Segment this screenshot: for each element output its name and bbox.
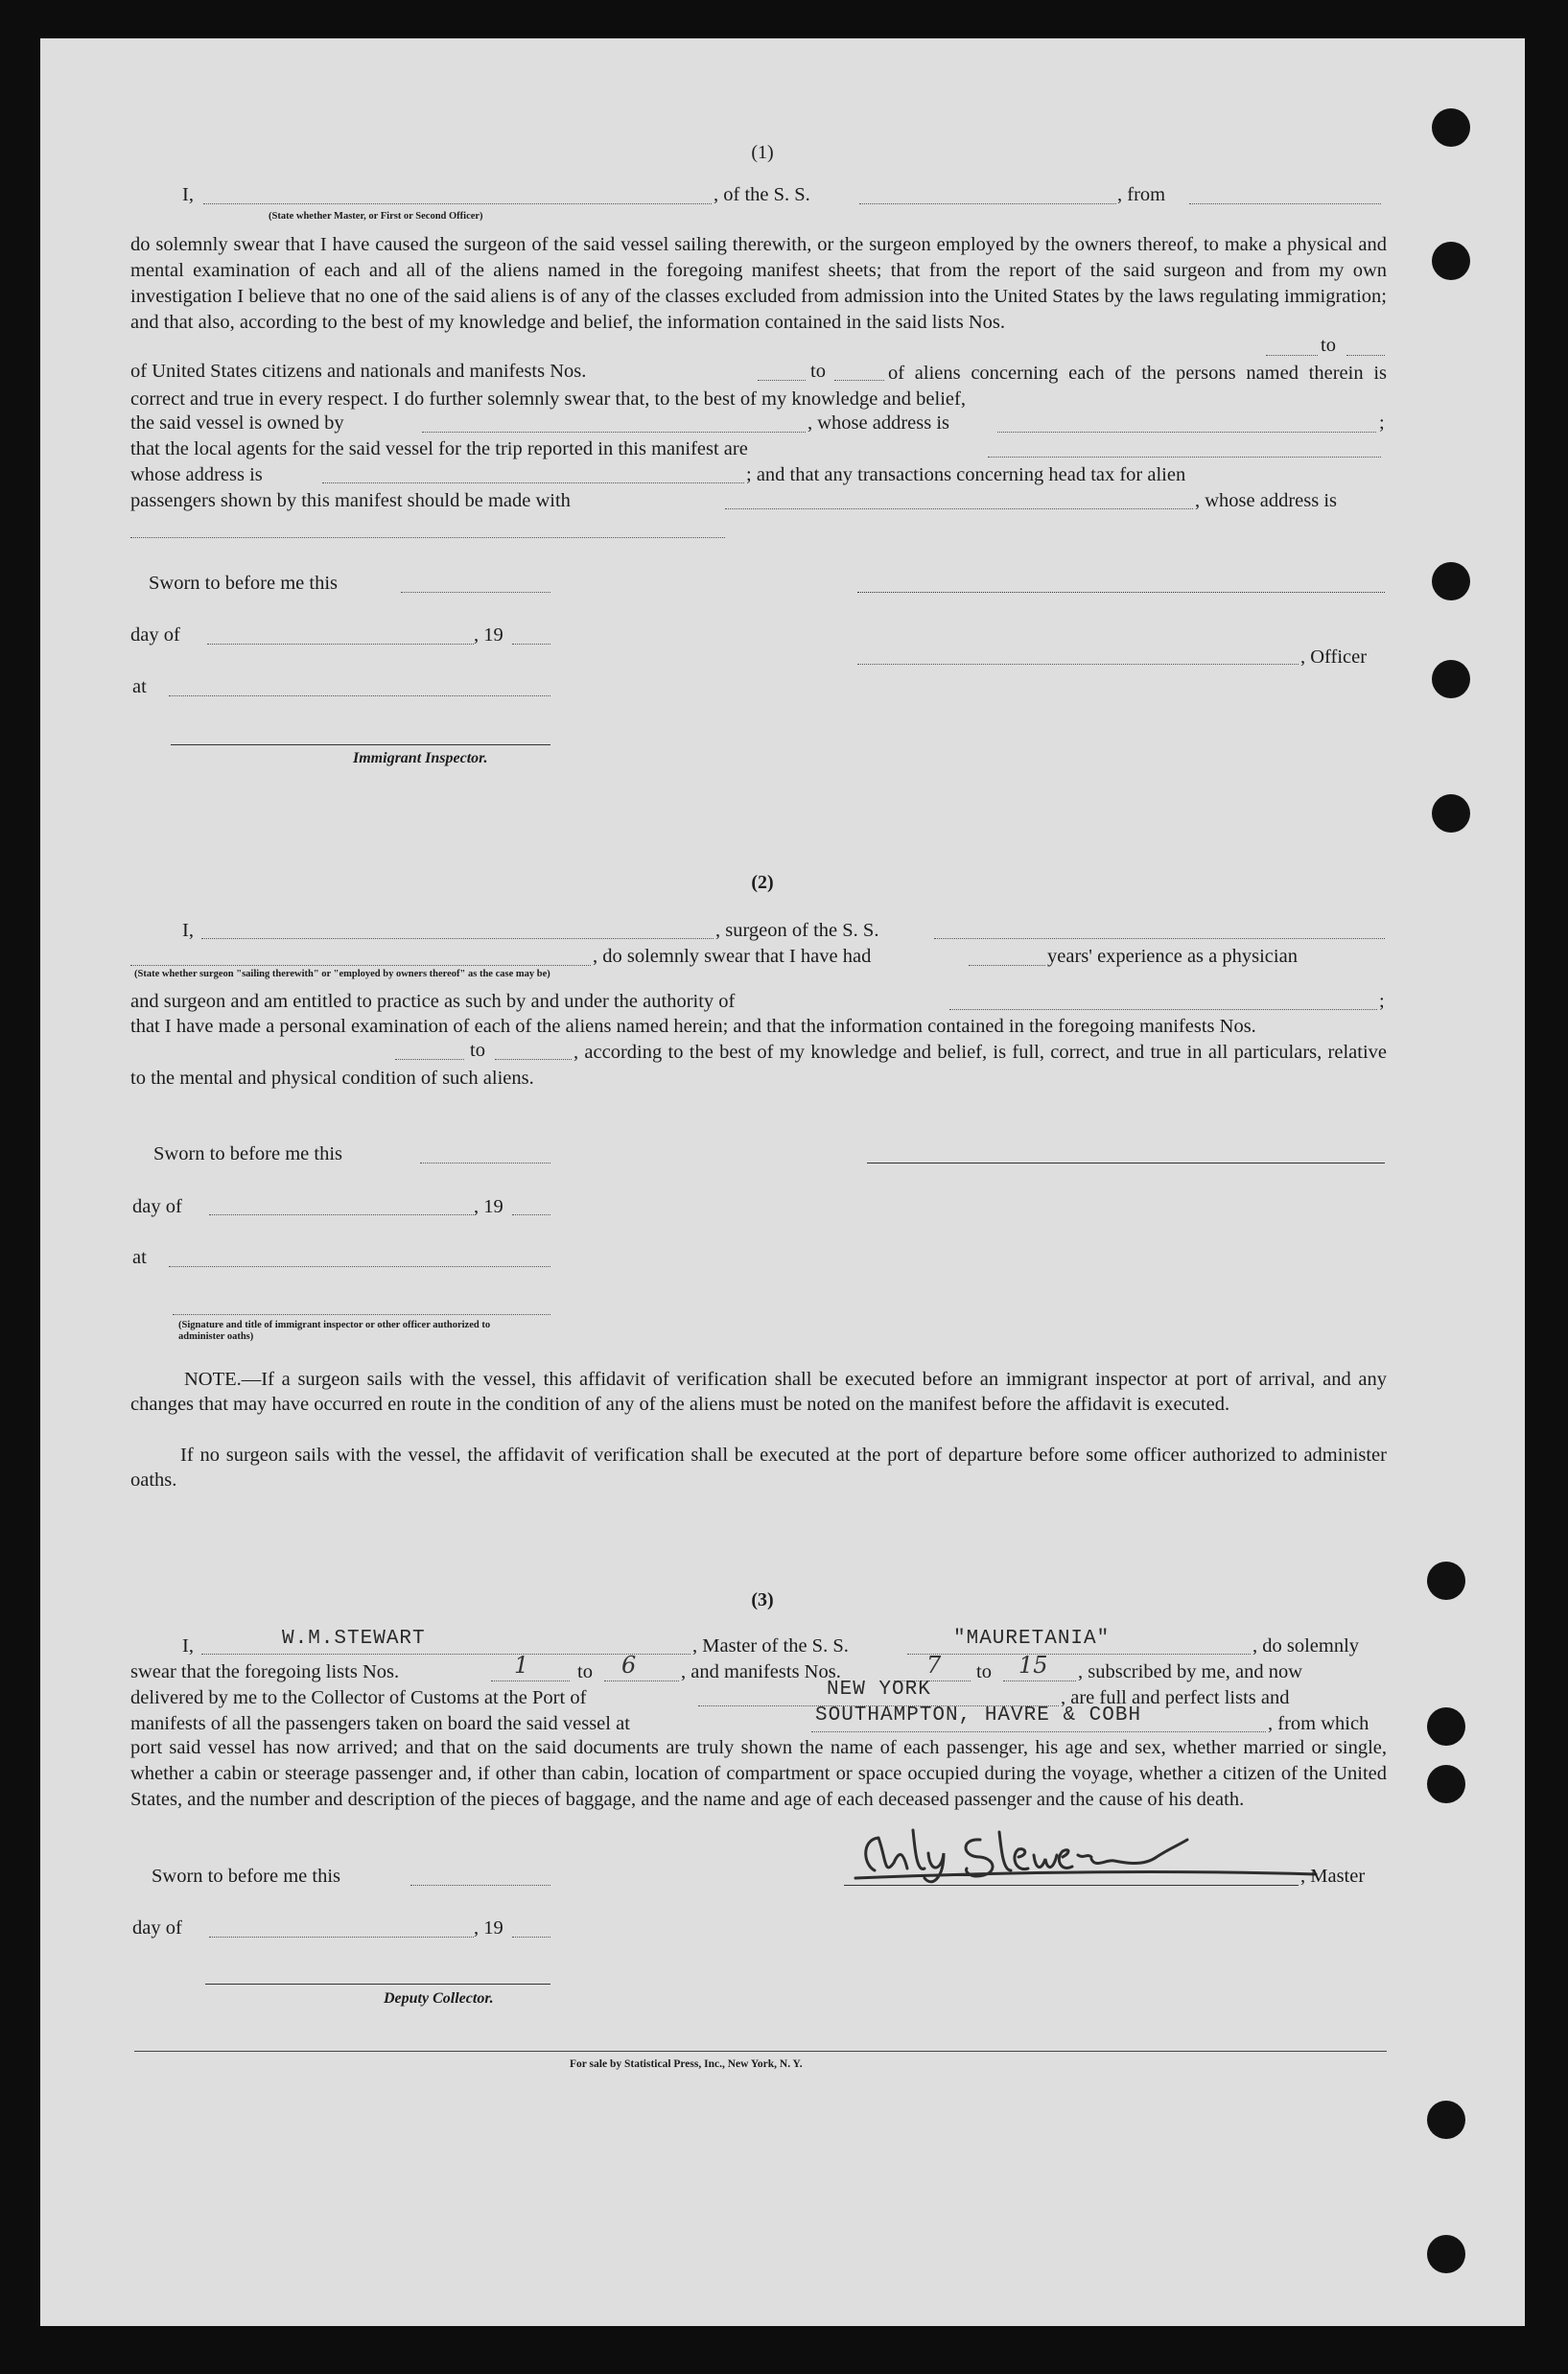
local-agents-field[interactable] xyxy=(988,457,1381,458)
day-of-label: day of xyxy=(132,1917,182,1939)
year-label: , 19 xyxy=(474,1917,503,1939)
oath-start: I, xyxy=(182,920,194,941)
status-caption: (State whether surgeon "sailing therewith" or "employed by owners thereof" as the case may be) xyxy=(134,969,550,979)
year-field[interactable] xyxy=(512,1214,550,1215)
master-label: , Master xyxy=(1300,1866,1366,1887)
month-field[interactable] xyxy=(207,644,474,645)
sworn-date-field[interactable] xyxy=(401,592,550,593)
to-label: to xyxy=(470,1040,485,1061)
master-signature xyxy=(836,1821,1335,1890)
of-ship-label: , of the S. S. xyxy=(714,184,810,205)
to-label: to xyxy=(1321,335,1336,356)
footer-rule xyxy=(134,2051,1387,2052)
officer-rank-field[interactable] xyxy=(203,203,712,204)
note-label: NOTE. xyxy=(184,1369,242,1390)
from-which-label: , from which xyxy=(1268,1713,1369,1734)
year-field[interactable] xyxy=(512,1937,550,1938)
semicolon: ; xyxy=(1379,412,1385,434)
years-label: years' experience as a physician xyxy=(1047,946,1298,967)
footer-imprint: For sale by Statistical Press, Inc., New York, N. Y. xyxy=(570,2058,803,2070)
head-tax-label: ; and that any transactions concerning head tax for alien xyxy=(746,464,1186,485)
ship-name-field[interactable] xyxy=(859,203,1116,204)
years-field[interactable] xyxy=(969,965,1045,966)
manifests-to: 15 xyxy=(1018,1652,1048,1679)
section-number: (1) xyxy=(751,142,774,163)
oath-start: I, xyxy=(182,1635,194,1657)
signature-line[interactable] xyxy=(857,592,1385,593)
head-tax-contact-field[interactable] xyxy=(725,508,1193,509)
month-field[interactable] xyxy=(209,1937,474,1938)
departure-field[interactable] xyxy=(811,1731,1266,1732)
note-paragraph-2: If no surgeon sails with the vessel, the affidavit of verification shall be executed at the port of departure before some officer authorized to administer oaths. xyxy=(130,1445,1387,1491)
oath-paragraph-c: of aliens concerning each of the persons named therein is correct and true in every respect. I do further solemnly swear that, to the best of my knowledge and belief, xyxy=(130,363,1387,410)
note-paragraph xyxy=(130,1367,1387,1417)
whose-address-label: , whose address is xyxy=(807,412,950,434)
local-agents-label: that the local agents for the said vessel for the trip reported in this manifest are xyxy=(130,438,748,459)
punch-hole xyxy=(1427,2235,1465,2273)
section-number: (3) xyxy=(751,1589,774,1610)
contact-address-field[interactable] xyxy=(130,537,725,538)
authority-label: and surgeon and am entitled to practice as such by and under the authority of xyxy=(130,991,736,1012)
oath-start: I, xyxy=(182,184,194,205)
authority-field[interactable] xyxy=(949,1009,1377,1010)
sworn-label: Sworn to before me this xyxy=(152,1866,340,1887)
to-label: to xyxy=(810,361,826,382)
owned-by-label: the said vessel is owned by xyxy=(130,412,344,434)
delivered-label: delivered by me to the Collector of Customs at the Port of xyxy=(130,1687,587,1708)
master-name-field[interactable] xyxy=(201,1654,690,1655)
note-text: —If a surgeon sails with the vessel, this affidavit of verification shall be executed before an immigrant inspector at port of arrival, and any changes that may have occurred en route in the condition of any of the aliens must be noted on the manifest before the affidavit is executed. xyxy=(130,1369,1387,1415)
month-field[interactable] xyxy=(209,1214,474,1215)
ship-name-field[interactable] xyxy=(934,938,1385,939)
lists-from: 1 xyxy=(514,1652,529,1679)
sworn-label: Sworn to before me this xyxy=(153,1143,342,1164)
sworn-date-field[interactable] xyxy=(410,1885,550,1886)
lists-to-field[interactable] xyxy=(1346,355,1385,356)
subscribed-label: , subscribed by me, and now xyxy=(1078,1661,1302,1682)
year-field[interactable] xyxy=(512,644,550,645)
owner-field[interactable] xyxy=(422,432,806,433)
inspector-signature-line[interactable] xyxy=(171,744,550,745)
manifests-from: 7 xyxy=(926,1652,942,1679)
surgeon-name-field[interactable] xyxy=(201,938,714,939)
rank-caption: (State whether Master, or First or Second Officer) xyxy=(269,211,483,222)
officer-caption: (Signature and title of immigrant inspector or other officer authorized to administer oaths) xyxy=(178,1320,491,1342)
punch-hole xyxy=(1432,242,1470,280)
master-paragraph: port said vessel has now arrived; and that on the said documents are truly shown the name of each passenger, his age and sex, whether married or single, whether a cabin or steerage passenger and, if other than cabin, location of compartment or space occupied during the voyage, whether a citizen of the United States, and the number and description of the pieces of baggage, and the name and age of each deceased passenger and the cause of his death. xyxy=(130,1737,1387,1810)
day-of-label: day of xyxy=(130,624,180,646)
surgeon-of-label: , surgeon of the S. S. xyxy=(715,920,879,941)
agents-address-field[interactable] xyxy=(322,482,744,483)
punch-hole xyxy=(1432,660,1470,698)
lists-to: 6 xyxy=(621,1652,637,1679)
year-label: , 19 xyxy=(474,1196,503,1217)
punch-hole xyxy=(1432,562,1470,600)
whose-address-label: , whose address is xyxy=(1195,490,1338,511)
master-of-label: , Master of the S. S. xyxy=(692,1635,849,1657)
ship-name-field[interactable] xyxy=(907,1654,1251,1655)
master-name: W.M.STEWART xyxy=(282,1628,426,1650)
surgeon-status-field[interactable] xyxy=(130,965,591,966)
port-from-field[interactable] xyxy=(1189,203,1381,204)
passengers-shown-label: passengers shown by this manifest should be made with xyxy=(130,490,571,511)
whose-address-label: whose address is xyxy=(130,464,263,485)
punch-hole xyxy=(1427,2101,1465,2139)
place-field[interactable] xyxy=(169,695,550,696)
manifests-all-label: manifests of all the passengers taken on board the said vessel at xyxy=(130,1713,630,1734)
lists-label: swear that the foregoing lists Nos. xyxy=(130,1661,400,1682)
full-perfect-label: , are full and perfect lists and xyxy=(1061,1687,1290,1708)
ship-name: "MAURETANIA" xyxy=(953,1628,1111,1650)
day-of-label: day of xyxy=(132,1196,182,1217)
oath-paragraph-b: of United States citizens and nationals and manifests Nos. xyxy=(130,361,587,382)
port-name: NEW YORK xyxy=(827,1679,931,1701)
manifests-label: , and manifests Nos. xyxy=(681,1661,841,1682)
inspector-caption: Immigrant Inspector. xyxy=(353,750,488,766)
year-label: , 19 xyxy=(474,624,503,646)
punch-hole xyxy=(1427,1707,1465,1746)
swear-label: , do solemnly swear that I have had xyxy=(593,946,872,967)
punch-hole xyxy=(1427,1765,1465,1803)
place-field[interactable] xyxy=(169,1266,550,1267)
departure-ports: SOUTHAMPTON, HAVRE & COBH xyxy=(815,1704,1142,1727)
punch-hole xyxy=(1427,1562,1465,1600)
collector-signature-line[interactable] xyxy=(205,1984,550,1985)
punch-hole xyxy=(1432,108,1470,147)
officer-field[interactable] xyxy=(857,664,1299,665)
lists-from-field[interactable] xyxy=(1266,355,1318,356)
owner-address-field[interactable] xyxy=(997,432,1376,433)
officer-signature-field[interactable] xyxy=(173,1314,550,1315)
sworn-label: Sworn to before me this xyxy=(149,573,338,594)
surgeon-paragraph-end: , according to the best of my knowledge and belief, is full, correct, and true in all particulars, relative to the mental and physical condition of such aliens. xyxy=(130,1042,1387,1089)
to-label: to xyxy=(976,1661,992,1682)
collector-caption: Deputy Collector. xyxy=(384,1990,494,2007)
at-label: at xyxy=(132,676,147,697)
officer-label: , Officer xyxy=(1300,646,1368,668)
semicolon: ; xyxy=(1379,991,1385,1012)
from-label: , from xyxy=(1117,184,1166,205)
at-label: at xyxy=(132,1247,147,1268)
to-label: to xyxy=(577,1661,593,1682)
do-solemnly-label: , do solemnly xyxy=(1252,1635,1360,1657)
punch-hole xyxy=(1432,794,1470,833)
section-number: (2) xyxy=(751,872,774,893)
oath-paragraph-a: do solemnly swear that I have caused the surgeon of the said vessel sailing therewith, or the surgeon employed by the owners thereof, to make a physical and mental examination of each and all of the aliens named in the foregoing manifest sheets; that from the report of the said surgeon and from my own investigation I believe that no one of the said aliens is of any of the classes excluded from admission into the United States by the laws regulating immigration; and that also, according to the best of my knowledge and belief, the information contained in the said lists Nos. xyxy=(130,234,1387,333)
surgeon-paragraph: that I have made a personal examination of each of the aliens named herein; and that the information contained in the foregoing manifests Nos. xyxy=(130,1016,1256,1037)
